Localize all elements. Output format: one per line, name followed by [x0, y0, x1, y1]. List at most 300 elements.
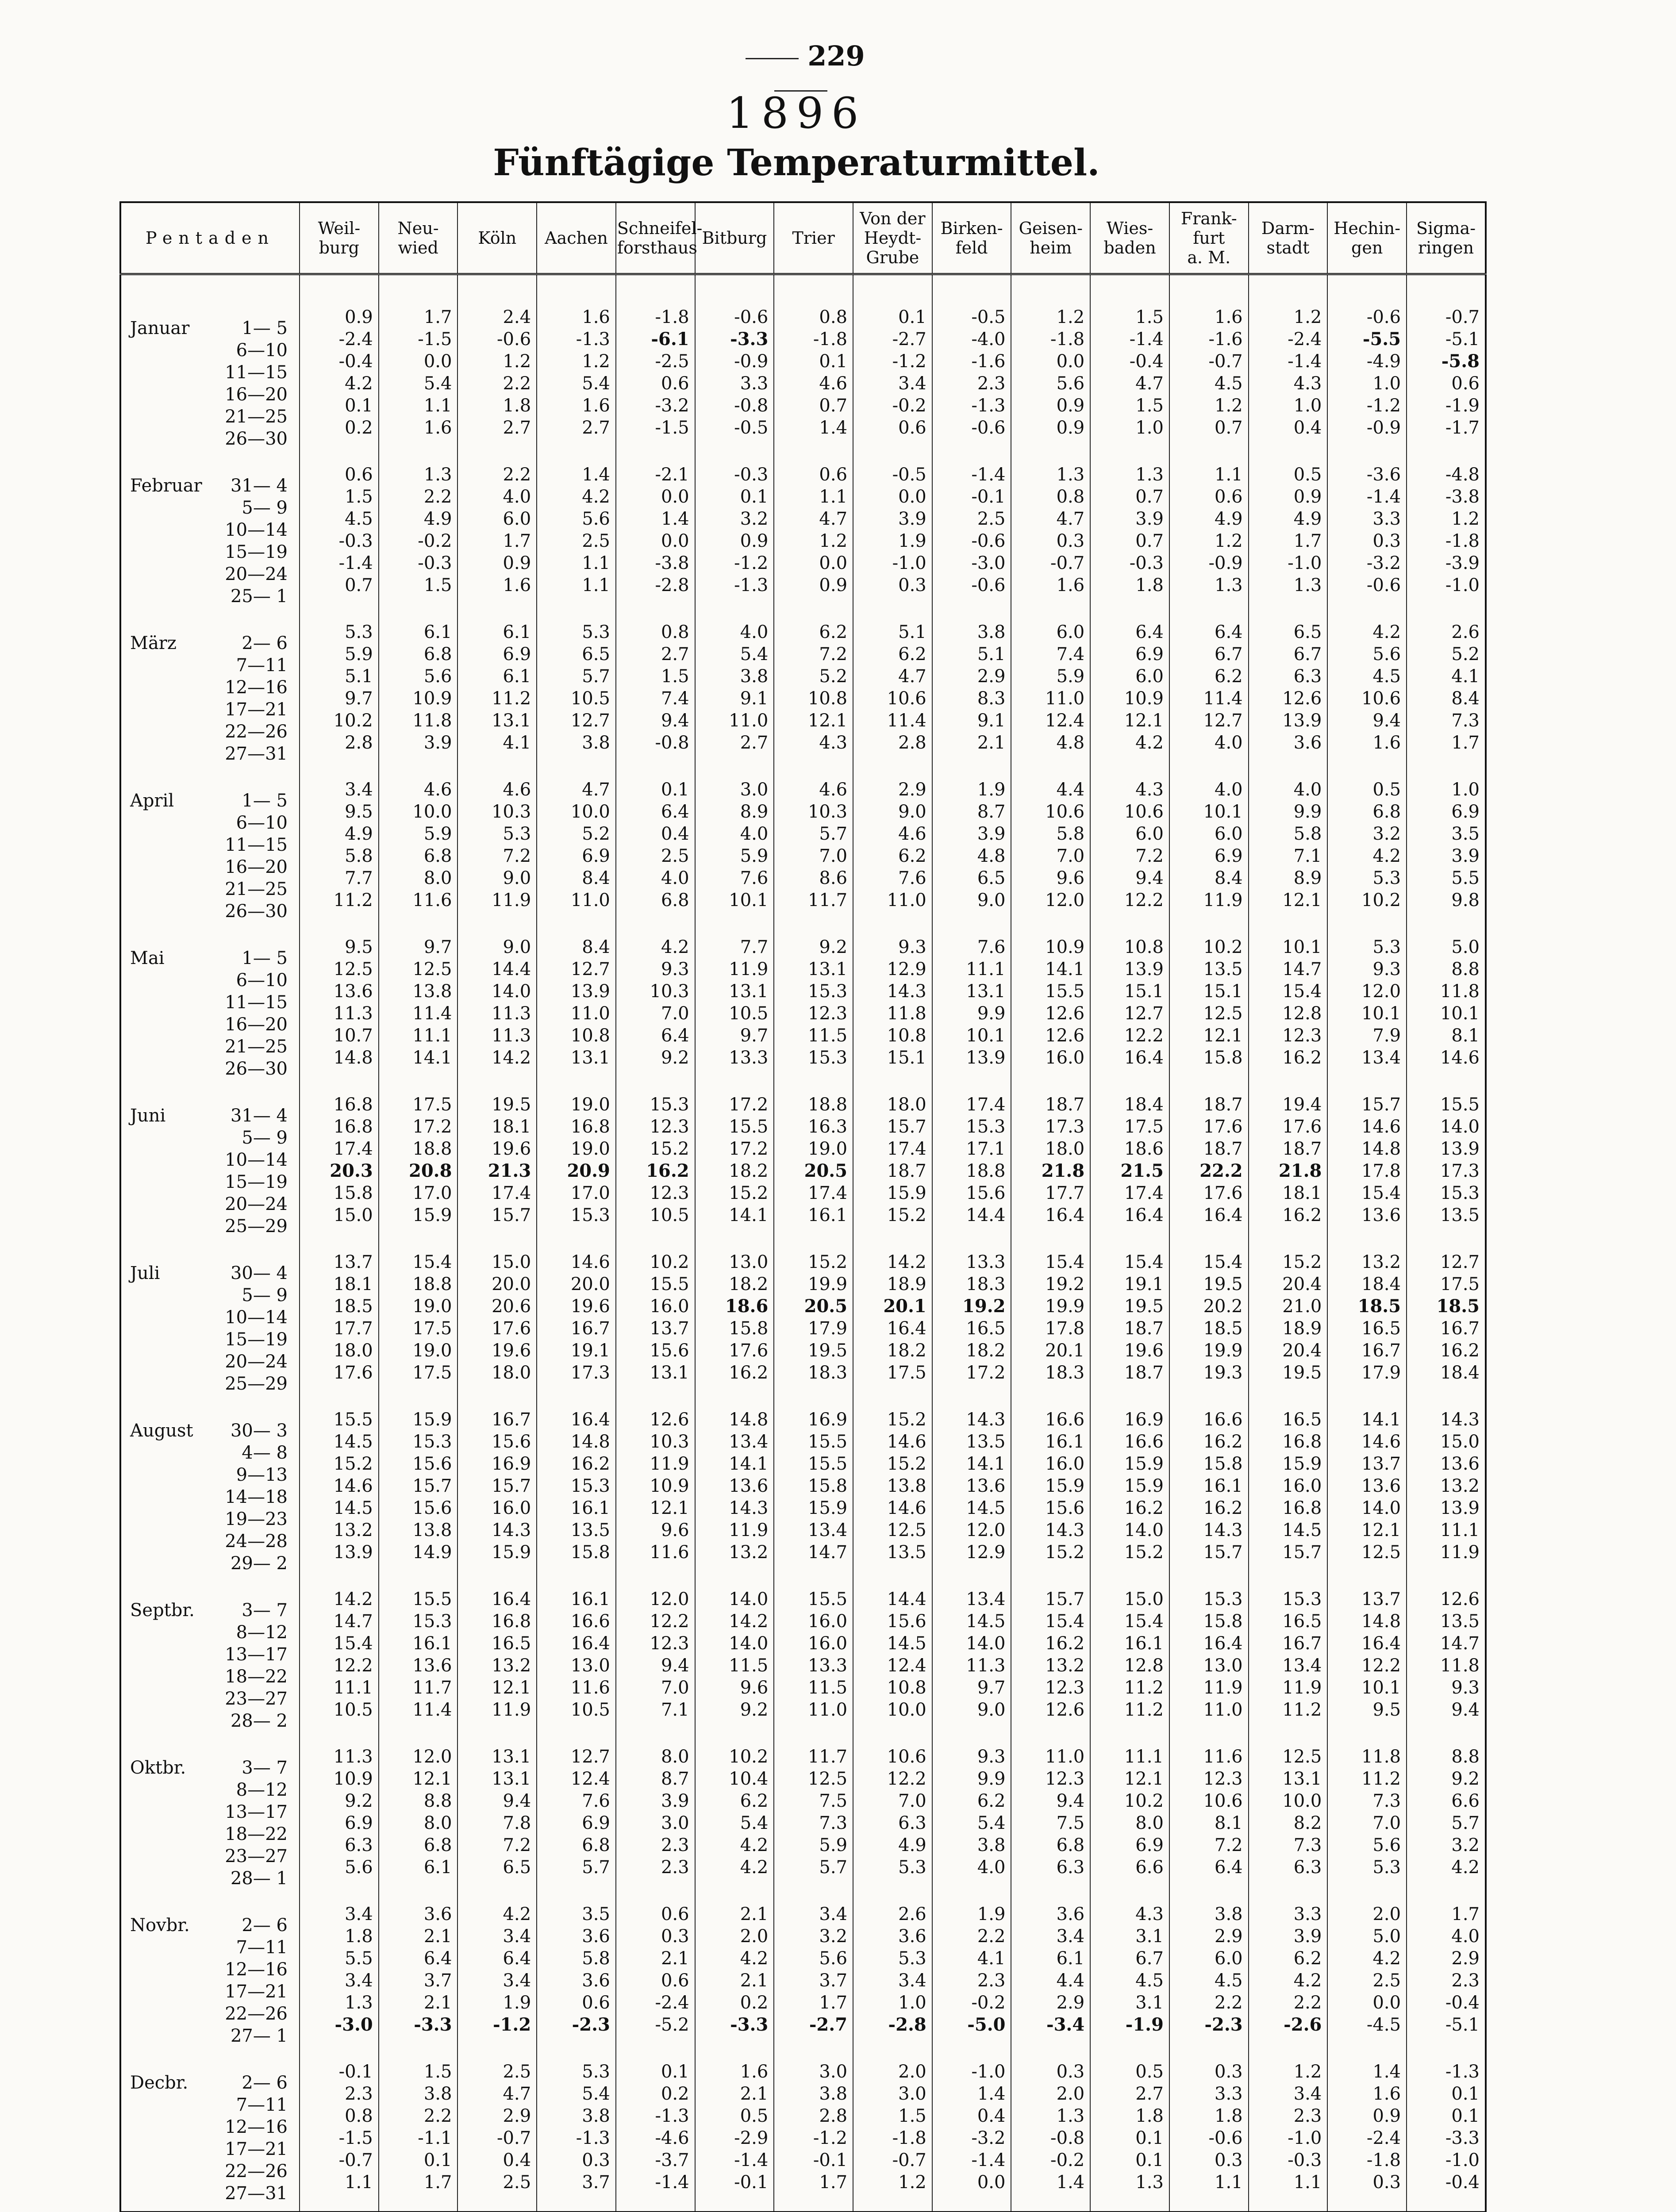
value-cell: -3.0 [300, 2014, 379, 2036]
table-row [120, 867, 1486, 889]
value-cell: 11.0 [695, 710, 774, 732]
header-line: Schneifel- [617, 219, 702, 238]
value-cell: 0.7 [1090, 530, 1169, 552]
value-cell: 8.7 [932, 801, 1011, 823]
pentade-range: 9—13 [236, 1464, 288, 1486]
pentade-range: 11—15 [225, 834, 288, 856]
value-cell: 10.3 [457, 801, 537, 823]
pentade-label [120, 1947, 300, 1970]
value-cell: 11.1 [300, 1677, 379, 1699]
value-cell: -0.6 [932, 530, 1011, 552]
value-cell: 14.0 [695, 1588, 774, 1610]
value-cell: 2.6 [1407, 621, 1486, 643]
value-cell: -0.3 [1249, 2149, 1328, 2171]
value-cell: 12.2 [1090, 889, 1169, 911]
spacer-cell [1011, 754, 1090, 779]
spacer-row [120, 1721, 1486, 1746]
pentade-range: 6—10 [236, 812, 288, 834]
value-cell: 11.1 [379, 1025, 458, 1047]
value-cell: 0.7 [1090, 486, 1169, 508]
pentade-label [120, 1655, 300, 1677]
pentade-range: 27—31 [225, 743, 288, 765]
value-cell: 1.0 [1407, 779, 1486, 801]
value-cell: 16.0 [774, 1632, 853, 1655]
value-cell: 10.8 [853, 1677, 932, 1699]
value-cell: 6.2 [695, 1790, 774, 1812]
value-cell: 16.6 [1090, 1431, 1169, 1453]
value-cell: 13.6 [300, 980, 379, 1002]
value-cell: 4.5 [300, 508, 379, 530]
value-cell: 12.1 [457, 1677, 537, 1699]
value-cell: 18.6 [695, 1295, 774, 1317]
spacer-cell [1327, 274, 1407, 307]
spacer-cell [932, 1563, 1011, 1588]
value-cell: 3.8 [932, 621, 1011, 643]
value-cell: 17.5 [1090, 1116, 1169, 1138]
value-cell: 0.9 [300, 306, 379, 328]
value-cell: 13.7 [300, 1251, 379, 1273]
value-cell: -0.6 [695, 306, 774, 328]
value-cell: 16.2 [537, 1453, 616, 1475]
spacer-cell [379, 1878, 458, 1903]
pentade-label [120, 1002, 300, 1025]
value-cell: 1.5 [379, 574, 458, 596]
spacer-cell [120, 1226, 300, 1251]
value-cell: 16.4 [1090, 1204, 1169, 1226]
pentade-range: 6—10 [236, 339, 288, 361]
value-cell: 1.2 [774, 530, 853, 552]
value-cell: 1.7 [379, 306, 458, 328]
value-cell: 15.6 [379, 1453, 458, 1475]
value-cell: 19.0 [774, 1138, 853, 1160]
value-cell: 11.3 [457, 1002, 537, 1025]
value-cell: 16.2 [1169, 1431, 1249, 1453]
value-cell: 12.2 [1090, 1025, 1169, 1047]
value-cell: 6.3 [853, 1812, 932, 1834]
value-cell: -0.9 [695, 350, 774, 373]
value-cell: 0.2 [695, 1992, 774, 2014]
value-cell: 3.6 [1249, 732, 1328, 754]
value-cell: 20.1 [1011, 1340, 1090, 1362]
value-cell: -1.3 [537, 328, 616, 350]
value-cell: 16.2 [1011, 1632, 1090, 1655]
value-cell: 1.2 [1169, 395, 1249, 417]
value-cell: 14.5 [853, 1632, 932, 1655]
value-cell: 7.3 [774, 1812, 853, 1834]
value-cell: 12.5 [774, 1768, 853, 1790]
value-cell: 19.0 [537, 1138, 616, 1160]
value-cell: -6.1 [616, 328, 695, 350]
value-cell: 19.5 [1090, 1295, 1169, 1317]
spacer-cell [379, 1721, 458, 1746]
value-cell: -1.9 [1090, 2014, 1169, 2036]
spacer-cell [300, 1069, 379, 1094]
spacer-cell [300, 1384, 379, 1409]
value-cell: 2.9 [932, 665, 1011, 687]
value-cell: 1.3 [1249, 574, 1328, 596]
spacer-cell [537, 911, 616, 936]
spacer-cell [616, 1384, 695, 1409]
pentade-range: 25— 1 [231, 585, 288, 607]
value-cell: 15.4 [1249, 980, 1328, 1002]
value-cell: 16.7 [537, 1317, 616, 1340]
value-cell: 10.8 [1090, 936, 1169, 958]
value-cell: 13.1 [457, 1746, 537, 1768]
value-cell: 12.0 [1327, 980, 1407, 1002]
value-cell: 2.7 [616, 643, 695, 665]
value-cell: 7.0 [616, 1677, 695, 1699]
value-cell: 3.8 [379, 2083, 458, 2105]
spacer-cell [300, 2036, 379, 2061]
value-cell: 14.1 [695, 1204, 774, 1226]
spacer-cell [774, 911, 853, 936]
value-cell: 9.7 [932, 1677, 1011, 1699]
value-cell: 18.2 [695, 1273, 774, 1295]
value-cell: 5.4 [379, 373, 458, 395]
value-cell: 0.1 [695, 486, 774, 508]
value-cell: 0.7 [774, 395, 853, 417]
value-cell: 15.4 [379, 1251, 458, 1273]
value-cell: 1.2 [1011, 306, 1090, 328]
spacer-cell [853, 2193, 932, 2212]
value-cell: -2.1 [616, 464, 695, 486]
value-cell: 13.7 [1327, 1453, 1407, 1475]
value-cell: 7.0 [774, 845, 853, 867]
value-cell: 16.7 [457, 1409, 537, 1431]
spacer-cell [1327, 1878, 1407, 1903]
value-cell: 6.4 [457, 1947, 537, 1970]
value-cell: 3.9 [379, 732, 458, 754]
value-cell: -0.6 [457, 328, 537, 350]
spacer-cell [695, 1384, 774, 1409]
pentade-label [120, 2014, 300, 2036]
spacer-cell [853, 439, 932, 464]
value-cell: 2.7 [695, 732, 774, 754]
value-cell: 17.4 [300, 1138, 379, 1160]
value-cell: 16.4 [457, 1588, 537, 1610]
value-cell: 17.6 [1249, 1116, 1328, 1138]
value-cell: 19.0 [379, 1295, 458, 1317]
value-cell: 15.2 [1090, 1541, 1169, 1563]
value-cell: 0.3 [1169, 2149, 1249, 2171]
value-cell: -1.0 [1407, 574, 1486, 596]
value-cell: 8.1 [1169, 1812, 1249, 1834]
value-cell: 5.3 [853, 1947, 932, 1970]
spacer-cell [695, 1226, 774, 1251]
value-cell: -0.3 [300, 530, 379, 552]
spacer-cell [1327, 754, 1407, 779]
table-row [120, 2083, 1486, 2105]
pentade-label [120, 687, 300, 710]
value-cell: 10.8 [774, 687, 853, 710]
spacer-cell [457, 1721, 537, 1746]
value-cell: 1.6 [537, 395, 616, 417]
value-cell: 18.2 [695, 1160, 774, 1182]
value-cell: 18.0 [1011, 1138, 1090, 1160]
value-cell: 1.2 [1249, 2061, 1328, 2083]
spacer-cell [932, 596, 1011, 621]
value-cell: 19.5 [774, 1340, 853, 1362]
header-col-9 [1011, 202, 1090, 274]
value-cell: 14.3 [1407, 1409, 1486, 1431]
value-cell: 18.3 [932, 1273, 1011, 1295]
value-cell: 13.2 [300, 1519, 379, 1541]
value-cell: 20.3 [300, 1160, 379, 1182]
value-cell: -5.0 [932, 2014, 1011, 2036]
value-cell: 12.1 [616, 1497, 695, 1519]
value-cell: 2.2 [457, 464, 537, 486]
value-cell: 16.5 [932, 1317, 1011, 1340]
spacer-cell [1011, 439, 1090, 464]
value-cell: 2.2 [457, 373, 537, 395]
value-cell: 14.0 [932, 1632, 1011, 1655]
value-cell: 0.9 [1011, 395, 1090, 417]
value-cell: -2.4 [616, 1992, 695, 2014]
header-line: Trier [792, 228, 835, 248]
value-cell: 4.7 [1090, 373, 1169, 395]
value-cell: 1.5 [1090, 306, 1169, 328]
pentade-label [120, 1699, 300, 1721]
value-cell: 13.9 [1249, 710, 1328, 732]
spacer-cell [537, 1721, 616, 1746]
value-cell: 0.9 [774, 574, 853, 596]
value-cell: 7.2 [457, 1834, 537, 1856]
value-cell: -0.3 [695, 464, 774, 486]
spacer-cell [1090, 1069, 1169, 1094]
spacer-cell [379, 439, 458, 464]
spacer-cell [616, 911, 695, 936]
value-cell: 5.7 [774, 823, 853, 845]
table-row [120, 621, 1486, 643]
value-cell: 9.0 [457, 867, 537, 889]
value-cell: 3.2 [1327, 823, 1407, 845]
value-cell: 11.3 [457, 1025, 537, 1047]
value-cell: -1.3 [537, 2127, 616, 2149]
value-cell: 15.2 [853, 1453, 932, 1475]
header-line: forsthaus [617, 238, 697, 257]
value-cell: -2.9 [695, 2127, 774, 2149]
value-cell: 1.9 [932, 1903, 1011, 1925]
value-cell: 3.8 [774, 2083, 853, 2105]
value-cell: 1.6 [695, 2061, 774, 2083]
value-cell: 10.1 [932, 1025, 1011, 1047]
value-cell: 17.5 [853, 1362, 932, 1384]
value-cell: 3.9 [616, 1790, 695, 1812]
value-cell: 8.1 [1407, 1025, 1486, 1047]
value-cell: 1.8 [1169, 2105, 1249, 2127]
spacer-cell [932, 1878, 1011, 1903]
value-cell: 15.5 [774, 1588, 853, 1610]
value-cell: 6.8 [537, 1834, 616, 1856]
value-cell: 14.2 [457, 1047, 537, 1069]
value-cell: 14.6 [853, 1497, 932, 1519]
pentade-label [120, 867, 300, 889]
value-cell: 4.6 [774, 373, 853, 395]
value-cell: 18.2 [932, 1340, 1011, 1362]
value-cell: 14.3 [457, 1519, 537, 1541]
value-cell: 14.5 [932, 1610, 1011, 1632]
value-cell: 5.3 [1327, 936, 1407, 958]
spacer-cell [1249, 1721, 1328, 1746]
pentade-range: 27— 1 [231, 2025, 288, 2047]
value-cell: 4.6 [774, 779, 853, 801]
pentade-range: 22—26 [225, 2160, 288, 2182]
spacer-cell [1327, 911, 1407, 936]
spacer-cell [1327, 596, 1407, 621]
value-cell: 14.6 [1327, 1431, 1407, 1453]
value-cell: 10.8 [537, 1025, 616, 1047]
spacer-cell [379, 1563, 458, 1588]
spacer-cell [120, 439, 300, 464]
table-row [120, 1519, 1486, 1541]
value-cell: 10.9 [1090, 687, 1169, 710]
value-cell: 15.7 [1249, 1541, 1328, 1563]
header-line: a. M. [1187, 248, 1230, 267]
value-cell: 4.9 [300, 823, 379, 845]
value-cell: 3.6 [379, 1903, 458, 1925]
value-cell: 18.1 [457, 1116, 537, 1138]
value-cell: 13.8 [379, 980, 458, 1002]
value-cell: 12.3 [616, 1182, 695, 1204]
value-cell: 0.8 [1011, 486, 1090, 508]
value-cell: 5.8 [537, 1947, 616, 1970]
value-cell: 1.6 [537, 306, 616, 328]
value-cell: 5.9 [695, 845, 774, 867]
value-cell: -0.7 [300, 2149, 379, 2171]
pentade-range: 28— 1 [231, 1867, 288, 1889]
value-cell: 0.5 [1327, 779, 1407, 801]
value-cell: 15.5 [300, 1409, 379, 1431]
spacer-cell [120, 1384, 300, 1409]
value-cell: 17.6 [695, 1340, 774, 1362]
pentade-range: 19—23 [225, 1508, 288, 1530]
value-cell: 4.2 [1090, 732, 1169, 754]
value-cell: 4.0 [1407, 1925, 1486, 1947]
pentade-label [120, 2171, 300, 2193]
table-row [120, 2149, 1486, 2171]
value-cell: 9.2 [1407, 1768, 1486, 1790]
value-cell: 6.8 [379, 1834, 458, 1856]
value-cell: 13.1 [695, 980, 774, 1002]
value-cell: 17.5 [379, 1094, 458, 1116]
value-cell: -1.0 [932, 2061, 1011, 2083]
value-cell: 11.9 [1169, 889, 1249, 911]
spacer-cell [1090, 2036, 1169, 2061]
spacer-cell [379, 911, 458, 936]
value-cell: 0.3 [1011, 2061, 1090, 2083]
pentade-range: 31— 4 [231, 1105, 288, 1127]
value-cell: 4.2 [616, 936, 695, 958]
value-cell: 10.5 [695, 1002, 774, 1025]
value-cell: 6.9 [457, 643, 537, 665]
value-cell: 15.1 [1169, 980, 1249, 1002]
pentade-range: 6—10 [236, 969, 288, 991]
value-cell: 0.0 [379, 350, 458, 373]
value-cell: 7.2 [457, 845, 537, 867]
value-cell: 15.7 [1011, 1588, 1090, 1610]
header-col-3 [537, 202, 616, 274]
value-cell: 4.1 [932, 1947, 1011, 1970]
value-cell: 3.4 [774, 1903, 853, 1925]
value-cell: 13.1 [457, 710, 537, 732]
value-cell: 9.9 [1249, 801, 1328, 823]
value-cell: 1.2 [853, 2171, 932, 2193]
value-cell: 17.8 [1011, 1317, 1090, 1340]
value-cell: 15.7 [457, 1204, 537, 1226]
value-cell: 8.0 [1090, 1812, 1169, 1834]
value-cell: 4.5 [1169, 373, 1249, 395]
value-cell: 0.1 [774, 350, 853, 373]
spacer-cell [932, 911, 1011, 936]
value-cell: 3.4 [300, 1903, 379, 1925]
value-cell: 15.7 [853, 1116, 932, 1138]
value-cell: 11.0 [537, 1002, 616, 1025]
value-cell: -0.2 [932, 1992, 1011, 2014]
value-cell: 7.2 [774, 643, 853, 665]
value-cell: 18.5 [1169, 1317, 1249, 1340]
value-cell: 3.7 [537, 2171, 616, 2193]
value-cell: 10.2 [1327, 889, 1407, 911]
value-cell: -0.2 [1011, 2149, 1090, 2171]
value-cell: -1.8 [774, 328, 853, 350]
value-cell: -2.4 [1249, 328, 1328, 350]
value-cell: 15.2 [695, 1182, 774, 1204]
spacer-cell [537, 1878, 616, 1903]
value-cell: 0.3 [1011, 530, 1090, 552]
value-cell: 16.0 [1011, 1453, 1090, 1475]
table-row [120, 1317, 1486, 1340]
value-cell: 11.6 [1169, 1746, 1249, 1768]
spacer-cell [932, 754, 1011, 779]
value-cell: 9.0 [932, 1699, 1011, 1721]
value-cell: 16.2 [1249, 1047, 1328, 1069]
value-cell: 1.7 [774, 1992, 853, 2014]
value-cell: 10.5 [300, 1699, 379, 1721]
month-name: Septbr. [130, 1599, 195, 1621]
value-cell: 1.5 [616, 665, 695, 687]
pentade-range: 7—11 [236, 2094, 288, 2116]
value-cell: 13.5 [537, 1519, 616, 1541]
value-cell: 4.7 [537, 779, 616, 801]
value-cell: -3.3 [1407, 2127, 1486, 2149]
value-cell: 1.1 [774, 486, 853, 508]
value-cell: 16.1 [1169, 1475, 1249, 1497]
value-cell: 6.7 [1090, 1947, 1169, 1970]
header-line: burg [319, 238, 359, 257]
value-cell: -1.2 [695, 552, 774, 574]
spacer-cell [1407, 911, 1486, 936]
value-cell: 2.9 [853, 779, 932, 801]
value-cell: 11.4 [1169, 687, 1249, 710]
value-cell: 12.1 [379, 1768, 458, 1790]
value-cell: 7.2 [1169, 1834, 1249, 1856]
value-cell: 15.9 [379, 1409, 458, 1431]
value-cell: 9.7 [695, 1025, 774, 1047]
value-cell: 20.4 [1249, 1273, 1328, 1295]
pentade-range: 10—14 [225, 1149, 288, 1171]
value-cell: 11.9 [457, 1699, 537, 1721]
value-cell: -0.1 [932, 486, 1011, 508]
value-cell: 4.1 [457, 732, 537, 754]
value-cell: 4.2 [1327, 845, 1407, 867]
value-cell: 14.9 [379, 1541, 458, 1563]
value-cell: 18.8 [932, 1160, 1011, 1182]
spacer-cell [932, 1384, 1011, 1409]
value-cell: 3.4 [457, 1970, 537, 1992]
value-cell: 10.1 [1249, 936, 1328, 958]
spacer-cell [616, 2036, 695, 2061]
value-cell: 8.8 [1407, 1746, 1486, 1768]
